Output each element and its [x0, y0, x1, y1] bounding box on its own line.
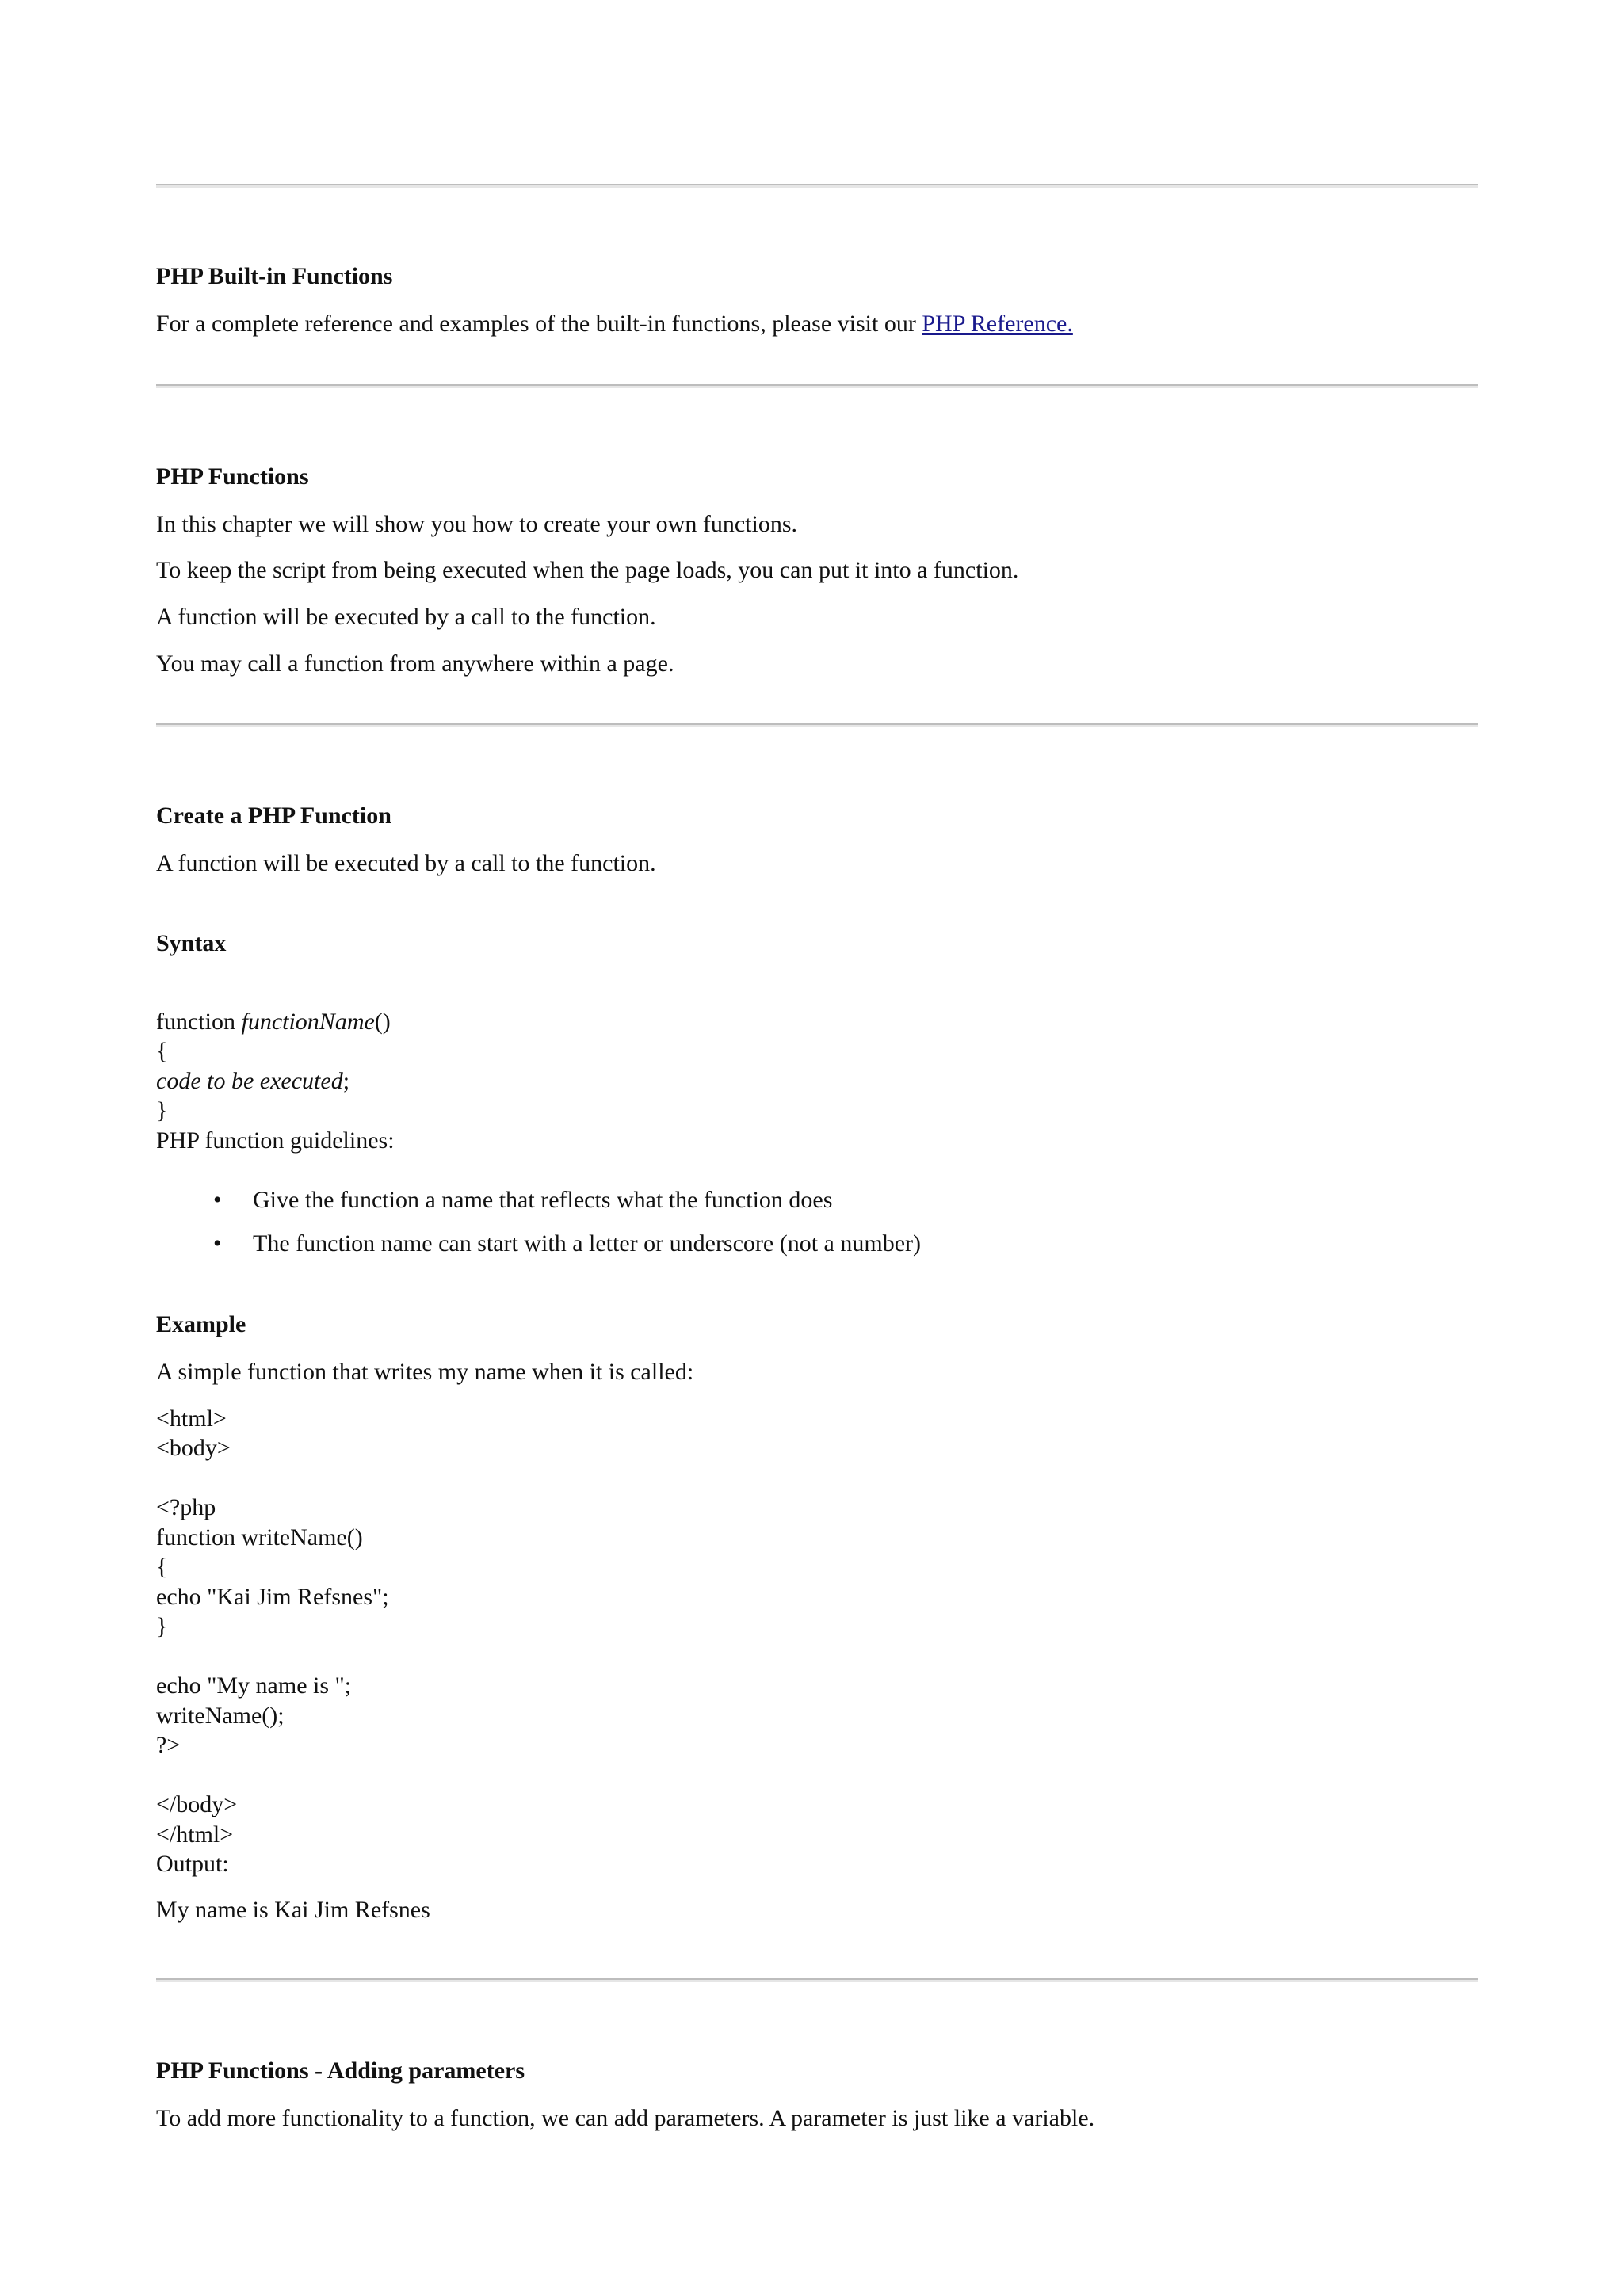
- functions-paragraph: To keep the script from being executed when the page loads, you can put it into a function.: [156, 557, 1019, 583]
- example-paragraph: A simple function that writes my name when it is called:: [156, 1359, 694, 1385]
- code-line: echo "My name is ";: [156, 1672, 352, 1699]
- horizontal-rule: [156, 1978, 1478, 1982]
- horizontal-rule: [156, 184, 1478, 188]
- bullet-marker: •: [213, 1187, 222, 1213]
- code-line: writeName();: [156, 1703, 285, 1729]
- code-line: ?>: [156, 1732, 181, 1758]
- builtin-paragraph: [156, 310, 1073, 338]
- guideline-item: The function name can start with a letter or underscore (not a number): [253, 1230, 922, 1257]
- parameters-paragraph: To add more functionality to a function, we can add parameters. A parameter is just like a variable.: [156, 2105, 1095, 2131]
- section-heading-functions: PHP Functions: [156, 463, 309, 490]
- code-line: function writeName(): [156, 1524, 363, 1550]
- syntax-function-name: functionName: [241, 1009, 375, 1035]
- syntax-line: }: [156, 1097, 168, 1123]
- code-line: echo "Kai Jim Refsnes";: [156, 1584, 389, 1610]
- code-line: </body>: [156, 1791, 238, 1817]
- syntax-line: {: [156, 1038, 168, 1064]
- guideline-item: Give the function a name that reflects what the function does: [253, 1187, 833, 1213]
- syntax-semicolon: ;: [342, 1068, 350, 1094]
- example-heading: Example: [156, 1311, 246, 1337]
- bullet-marker: •: [213, 1230, 222, 1257]
- output-text: My name is Kai Jim Refsnes: [156, 1897, 430, 1923]
- syntax-line: [156, 1008, 391, 1036]
- output-label: Output:: [156, 1851, 229, 1877]
- syntax-heading: Syntax: [156, 930, 227, 956]
- section-heading-create: Create a PHP Function: [156, 803, 391, 829]
- syntax-body: code to be executed: [156, 1068, 343, 1094]
- section-heading-parameters: PHP Functions - Adding parameters: [156, 2058, 525, 2084]
- functions-paragraph: A function will be executed by a call to the function.: [156, 604, 656, 630]
- code-line: <?php: [156, 1494, 216, 1520]
- create-paragraph: A function will be executed by a call to the function.: [156, 850, 656, 876]
- horizontal-rule: [156, 384, 1478, 388]
- code-line: </html>: [156, 1821, 234, 1848]
- horizontal-rule: [156, 723, 1478, 727]
- code-line: }: [156, 1613, 168, 1639]
- functions-paragraph: You may call a function from anywhere within a page.: [156, 650, 674, 677]
- functions-paragraph: In this chapter we will show you how to create your own functions.: [156, 511, 797, 537]
- section-heading-builtin: PHP Built-in Functions: [156, 263, 393, 289]
- builtin-text: For a complete reference and examples of the built-in functions, please visit our: [156, 311, 922, 337]
- php-reference-link[interactable]: PHP Reference.: [922, 311, 1073, 337]
- code-line: <body>: [156, 1435, 231, 1461]
- syntax-line: [156, 1067, 349, 1096]
- syntax-parens: (): [374, 1009, 391, 1035]
- syntax-keyword: function: [156, 1009, 242, 1035]
- code-line: {: [156, 1554, 168, 1580]
- code-line: <html>: [156, 1405, 227, 1432]
- guidelines-label: PHP function guidelines:: [156, 1127, 395, 1154]
